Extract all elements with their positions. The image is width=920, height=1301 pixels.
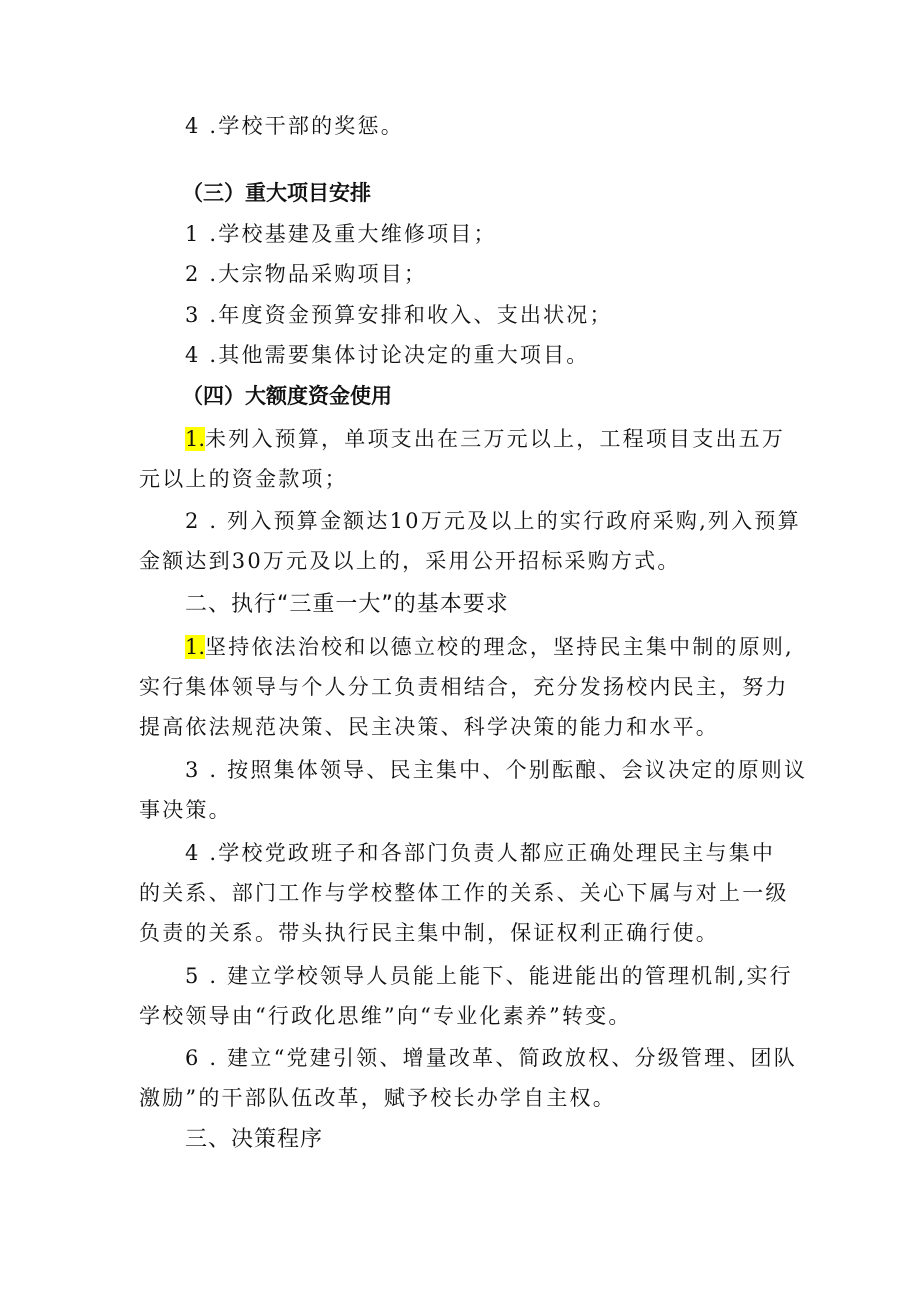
requirement-4-line-3: 负责的关系。带头执行民主集中制，保证权利正确行使。 (139, 921, 719, 945)
requirement-3-line-1: 3 . 按照集体领导、民主集中、个别酝酿、会议决定的原则议 (185, 758, 808, 782)
section-heading-decision-procedure: 三、决策程序 (185, 1127, 324, 1152)
section-heading-large-funds: （四）大额度资金使用 (182, 384, 392, 408)
requirement-1-line-1: 1.坚持依法治校和以德立校的理念，坚持民主集中制的原则, (185, 635, 794, 659)
highlighted-number: 1. (185, 635, 206, 659)
item-bulk-purchase: 2 .大宗物品采购项目； (185, 262, 428, 286)
requirement-1-line-2: 实行集体领导与个人分工负责相结合，充分发扬校内民主，努力 (139, 675, 789, 699)
requirement-6-line-2: 激励”的干部队伍改革，赋予校长办学自主权。 (139, 1086, 616, 1110)
requirement-3-line-2: 事决策。 (139, 798, 232, 822)
requirement-4-line-2: 的关系、部门工作与学校整体工作的关系、关心下属与对上一级 (139, 881, 789, 905)
item-annual-budget: 3 .年度资金预算安排和收入、支出状况； (185, 303, 613, 327)
item-cadre-rewards: 4 .学校干部的奖惩。 (185, 114, 404, 138)
section-heading-basic-requirements: 二、执行“三重一大”的基本要求 (185, 592, 509, 617)
requirement-5-line-1: 5 . 建立学校领导人员能上能下、能进能出的管理机制,实行 (185, 964, 793, 988)
requirement-1-line-3: 提高依法规范决策、民主决策、科学决策的能力和水平。 (139, 715, 719, 739)
section-heading-major-projects: （三）重大项目安排 (182, 181, 371, 205)
funds-item-1-line-2: 元以上的资金款项； (139, 467, 348, 491)
requirement-4-line-1: 4 .学校党政班子和各部门负责人都应正确处理民主与集中 (185, 841, 776, 865)
funds-item-2-line-1: 2 . 列入预算金额达10万元及以上的实行政府采购,列入预算 (185, 509, 801, 533)
highlighted-number: 1. (185, 427, 206, 451)
funds-item-1-line-1: 1.未列入预算，单项支出在三万元以上，工程项目支出五万 (185, 427, 786, 451)
requirement-6-line-1: 6 . 建立“党建引领、增量改革、简政放权、分级管理、团队 (185, 1046, 797, 1070)
item-other-major: 4 .其他需要集体讨论决定的重大项目。 (185, 343, 590, 367)
item-infrastructure: 1 .学校基建及重大维修项目； (185, 222, 497, 246)
requirement-5-line-2: 学校领导由“行政化思维”向“专业化素养”转变。 (139, 1004, 632, 1028)
funds-item-2-line-2: 金额达到30万元及以上的，采用公开招标采购方式。 (139, 549, 681, 573)
